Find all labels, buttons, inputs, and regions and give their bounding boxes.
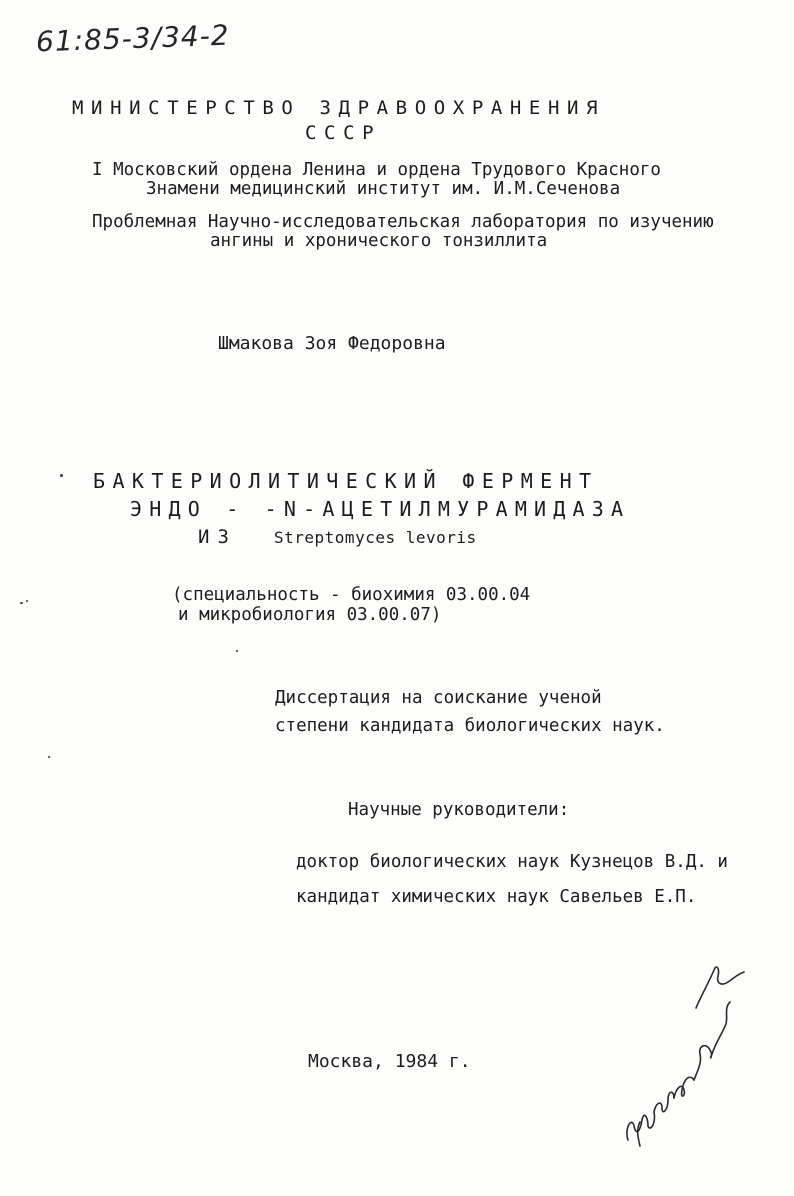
place-and-year: Москва, 1984 г. [308, 1051, 471, 1072]
institute-line-2: Знамени медицинский институт им. И.М.Сеченова [146, 179, 621, 199]
supervisors-heading: Научные руководители: [348, 800, 570, 820]
scan-speck [26, 600, 28, 602]
handwritten-signature [610, 950, 760, 1150]
country-heading: СССР [305, 122, 382, 144]
laboratory-line-2: ангины и хронического тонзиллита [210, 231, 548, 251]
laboratory-line-1: Проблемная Научно-исследовательская лаборатория по изучению [92, 212, 714, 232]
scan-speck [60, 474, 63, 477]
title-line-1: БАКТЕРИОЛИТИЧЕСКИЙ ФЕРМЕНТ [93, 469, 599, 493]
title-line-3-organism: Streptomyces levoris [274, 528, 477, 547]
dissertation-line-1: Диссертация на соискание ученой [275, 688, 602, 708]
specialty-line-1: (специальность - биохимия 03.00.04 [172, 585, 531, 605]
scan-speck [236, 650, 238, 652]
supervisor-2: кандидат химических наук Савельев Е.П. [296, 887, 697, 907]
ministry-heading: МИНИСТЕРСТВО ЗДРАВООХРАНЕНИЯ [72, 97, 606, 119]
scan-speck [48, 756, 50, 758]
specialty-line-2: и микробиология 03.00.07) [178, 605, 442, 625]
dissertation-line-2: степени кандидата биологических наук. [275, 716, 665, 736]
archive-number: 61:85-3/34-2 [35, 18, 231, 59]
title-line-2: ЭНДО - -N-АЦЕТИЛМУРАМИДАЗА [130, 497, 631, 521]
supervisor-1: доктор биологических наук Кузнецов В.Д. и [296, 852, 728, 872]
title-line-3-prefix: ИЗ [198, 526, 237, 548]
author-name: Шмакова Зоя Федоровна [218, 333, 446, 354]
institute-line-1: I Московский ордена Ленина и ордена Трудового Красного [92, 160, 661, 180]
scan-speck [20, 602, 23, 604]
